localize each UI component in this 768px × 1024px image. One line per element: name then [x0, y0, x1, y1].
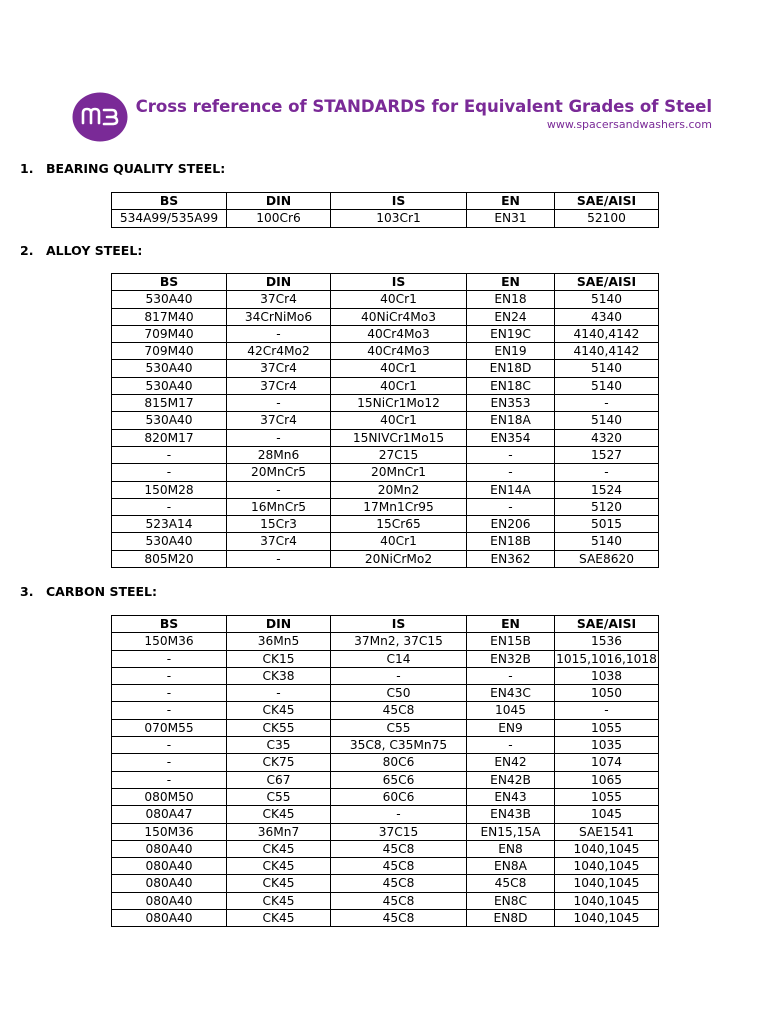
table-cell: 080A47 — [112, 806, 227, 823]
table-cell: 1035 — [555, 737, 659, 754]
table-cell: 45C8 — [331, 702, 467, 719]
page-title: Cross reference of STANDARDS for Equivalent Grades of Steel — [135, 97, 712, 116]
section-number: 2. — [20, 243, 34, 258]
table-cell: CK45 — [227, 910, 331, 927]
section-heading-carbon — [20, 584, 157, 599]
column-header: IS — [331, 616, 467, 633]
table-cell: 709M40 — [112, 325, 227, 342]
column-header: BS — [112, 274, 227, 291]
table-cell: 37Mn2, 37C15 — [331, 633, 467, 650]
table-cell: 37Cr4 — [227, 291, 331, 308]
column-header: DIN — [227, 193, 331, 210]
table-cell: - — [555, 702, 659, 719]
table-cell: 150M28 — [112, 481, 227, 498]
table-cell: - — [331, 806, 467, 823]
column-header: EN — [467, 193, 555, 210]
table-cell: CK45 — [227, 840, 331, 857]
table-row — [112, 429, 659, 446]
table-cell: EN31 — [467, 210, 555, 227]
table-cell: 20NiCrMo2 — [331, 550, 467, 567]
table-cell: EN9 — [467, 719, 555, 736]
table-cell: 1045 — [555, 806, 659, 823]
table-cell: 15Cr65 — [331, 516, 467, 533]
table-cell: C55 — [331, 719, 467, 736]
table-cell: 1040,1045 — [555, 892, 659, 909]
table-cell: EN18D — [467, 360, 555, 377]
table-cell: 530A40 — [112, 412, 227, 429]
table-cell: 40Cr4Mo3 — [331, 325, 467, 342]
table-cell: 45C8 — [331, 840, 467, 857]
table-row — [112, 892, 659, 909]
table-row — [112, 771, 659, 788]
table-row — [112, 481, 659, 498]
table-cell: 37Cr4 — [227, 360, 331, 377]
table-cell: - — [227, 481, 331, 498]
section-title: CARBON STEEL: — [46, 584, 158, 599]
table-cell: EN15B — [467, 633, 555, 650]
table-cell: CK55 — [227, 719, 331, 736]
table-row — [112, 650, 659, 667]
table-cell: - — [112, 737, 227, 754]
table-row — [112, 702, 659, 719]
table-cell: 1040,1045 — [555, 840, 659, 857]
table-cell: 36Mn5 — [227, 633, 331, 650]
table-row — [112, 685, 659, 702]
table-cell: 1040,1045 — [555, 875, 659, 892]
table-cell: 805M20 — [112, 550, 227, 567]
table-cell: 1055 — [555, 788, 659, 805]
table-cell: 709M40 — [112, 343, 227, 360]
table-row — [112, 737, 659, 754]
table-row — [112, 291, 659, 308]
table-cell: CK45 — [227, 858, 331, 875]
table-cell: 080M50 — [112, 788, 227, 805]
table-row — [112, 667, 659, 684]
table-cell: 5140 — [555, 291, 659, 308]
table-cell: 100Cr6 — [227, 210, 331, 227]
table-cell: C50 — [331, 685, 467, 702]
table-cell: 80C6 — [331, 754, 467, 771]
column-header: IS — [331, 193, 467, 210]
section-title: ALLOY STEEL: — [46, 243, 143, 258]
table-row — [112, 377, 659, 394]
table-cell: 45C8 — [331, 875, 467, 892]
table-cell: 815M17 — [112, 395, 227, 412]
table-cell: 1040,1045 — [555, 858, 659, 875]
table-cell: 34CrNiMo6 — [227, 308, 331, 325]
table-cell: 080A40 — [112, 892, 227, 909]
table-cell: 40Cr1 — [331, 377, 467, 394]
table-cell: - — [467, 464, 555, 481]
table-cell: CK15 — [227, 650, 331, 667]
table-cell: EN8C — [467, 892, 555, 909]
table-cell: C14 — [331, 650, 467, 667]
table-cell: EN42B — [467, 771, 555, 788]
table-cell: 52100 — [555, 210, 659, 227]
table-cell: 65C6 — [331, 771, 467, 788]
table-cell: - — [331, 667, 467, 684]
table-cell: 5140 — [555, 533, 659, 550]
table-cell: EN15,15A — [467, 823, 555, 840]
table-cell: 37Cr4 — [227, 533, 331, 550]
table-cell: - — [112, 650, 227, 667]
table-cell: 4320 — [555, 429, 659, 446]
page-header — [0, 0, 768, 150]
table-cell: 42Cr4Mo2 — [227, 343, 331, 360]
table-row — [112, 754, 659, 771]
table-cell: 35C8, C35Mn75 — [331, 737, 467, 754]
table-header-row — [112, 193, 659, 210]
table-cell: EN43C — [467, 685, 555, 702]
table-cell: CK38 — [227, 667, 331, 684]
table-cell: CK45 — [227, 806, 331, 823]
table-cell: 150M36 — [112, 633, 227, 650]
table-cell: 20MnCr1 — [331, 464, 467, 481]
table-cell: EN19 — [467, 343, 555, 360]
section-title: BEARING QUALITY STEEL: — [46, 161, 226, 176]
table-cell: - — [467, 667, 555, 684]
table-cell: - — [112, 685, 227, 702]
table-cell: 523A14 — [112, 516, 227, 533]
table-cell: 080A40 — [112, 875, 227, 892]
table-cell: 080A40 — [112, 858, 227, 875]
table-cell: - — [112, 464, 227, 481]
table-cell: EN14A — [467, 481, 555, 498]
table-cell: 40Cr1 — [331, 533, 467, 550]
table-cell: 40Cr1 — [331, 291, 467, 308]
table-cell: - — [467, 446, 555, 463]
table-cell: EN43 — [467, 788, 555, 805]
section-heading-bearing — [20, 161, 225, 176]
table-row — [112, 550, 659, 567]
column-header: EN — [467, 274, 555, 291]
table-row — [112, 308, 659, 325]
section-number: 3. — [20, 584, 34, 599]
table-cell: - — [112, 754, 227, 771]
table-cell: 1038 — [555, 667, 659, 684]
table-row — [112, 875, 659, 892]
table-cell: EN8D — [467, 910, 555, 927]
table-row — [112, 823, 659, 840]
m3-logo-icon — [71, 91, 129, 143]
table-row — [112, 806, 659, 823]
table-cell: 080A40 — [112, 840, 227, 857]
table-cell: 4140,4142 — [555, 325, 659, 342]
column-header: DIN — [227, 274, 331, 291]
table-cell: EN206 — [467, 516, 555, 533]
table-cell: EN18 — [467, 291, 555, 308]
table-cell: EN354 — [467, 429, 555, 446]
table-cell: 17Mn1Cr95 — [331, 498, 467, 515]
bearing-steel-table — [111, 192, 659, 228]
table-cell: EN42 — [467, 754, 555, 771]
table-cell: 16MnCr5 — [227, 498, 331, 515]
table-cell: EN353 — [467, 395, 555, 412]
table-cell: 1050 — [555, 685, 659, 702]
table-row — [112, 498, 659, 515]
table-cell: - — [467, 737, 555, 754]
table-cell: EN18A — [467, 412, 555, 429]
table-cell: 817M40 — [112, 308, 227, 325]
table-cell: EN18B — [467, 533, 555, 550]
table-cell: 37Cr4 — [227, 377, 331, 394]
table-cell: 1524 — [555, 481, 659, 498]
table-cell: 15Cr3 — [227, 516, 331, 533]
table-cell: 1055 — [555, 719, 659, 736]
table-row — [112, 464, 659, 481]
table-cell: - — [227, 395, 331, 412]
table-cell: 820M17 — [112, 429, 227, 446]
table-row — [112, 516, 659, 533]
table-cell: 45C8 — [467, 875, 555, 892]
table-row — [112, 412, 659, 429]
table-cell: 530A40 — [112, 291, 227, 308]
table-cell: CK45 — [227, 875, 331, 892]
column-header: BS — [112, 193, 227, 210]
table-cell: EN43B — [467, 806, 555, 823]
table-cell: 530A40 — [112, 533, 227, 550]
table-cell: - — [112, 771, 227, 788]
table-row — [112, 446, 659, 463]
table-cell: SAE8620 — [555, 550, 659, 567]
table-cell: EN362 — [467, 550, 555, 567]
table-cell: 1536 — [555, 633, 659, 650]
table-cell: 15NiCr1Mo12 — [331, 395, 467, 412]
table-cell: - — [555, 395, 659, 412]
table-cell: 40NiCr4Mo3 — [331, 308, 467, 325]
table-cell: 534A99/535A99 — [112, 210, 227, 227]
table-cell: - — [112, 702, 227, 719]
column-header: BS — [112, 616, 227, 633]
table-cell: 37Cr4 — [227, 412, 331, 429]
table-cell: 45C8 — [331, 910, 467, 927]
table-cell: 40Cr1 — [331, 360, 467, 377]
column-header: EN — [467, 616, 555, 633]
table-cell: 37C15 — [331, 823, 467, 840]
table-cell: - — [227, 685, 331, 702]
table-cell: EN19C — [467, 325, 555, 342]
table-row — [112, 633, 659, 650]
table-cell: - — [227, 429, 331, 446]
table-cell: EN24 — [467, 308, 555, 325]
table-cell: 36Mn7 — [227, 823, 331, 840]
table-cell: 5140 — [555, 412, 659, 429]
table-cell: 45C8 — [331, 892, 467, 909]
carbon-steel-table — [111, 615, 659, 927]
table-cell: 5015 — [555, 516, 659, 533]
table-cell: EN8 — [467, 840, 555, 857]
table-cell: 1074 — [555, 754, 659, 771]
table-cell: - — [227, 325, 331, 342]
table-row — [112, 858, 659, 875]
table-cell: 40Cr4Mo3 — [331, 343, 467, 360]
table-cell: 070M55 — [112, 719, 227, 736]
column-header: SAE/AISI — [555, 274, 659, 291]
table-cell: 530A40 — [112, 360, 227, 377]
table-cell: 27C15 — [331, 446, 467, 463]
table-cell: 20Mn2 — [331, 481, 467, 498]
table-cell: CK45 — [227, 702, 331, 719]
table-cell: - — [112, 446, 227, 463]
table-cell: 28Mn6 — [227, 446, 331, 463]
table-cell: 5140 — [555, 377, 659, 394]
table-cell: 5120 — [555, 498, 659, 515]
table-cell: 1045 — [467, 702, 555, 719]
table-cell: SAE1541 — [555, 823, 659, 840]
table-cell: - — [112, 667, 227, 684]
table-cell: EN8A — [467, 858, 555, 875]
table-cell: EN18C — [467, 377, 555, 394]
table-row — [112, 210, 659, 227]
table-row — [112, 395, 659, 412]
section-heading-alloy — [20, 243, 142, 258]
table-cell: CK75 — [227, 754, 331, 771]
section-number: 1. — [20, 161, 34, 176]
table-row — [112, 788, 659, 805]
table-header-row — [112, 616, 659, 633]
table-cell: 15NIVCr1Mo15 — [331, 429, 467, 446]
table-cell: 45C8 — [331, 858, 467, 875]
table-row — [112, 840, 659, 857]
table-cell: 530A40 — [112, 377, 227, 394]
table-cell: 1065 — [555, 771, 659, 788]
table-cell: 60C6 — [331, 788, 467, 805]
column-header: SAE/AISI — [555, 616, 659, 633]
table-cell: 20MnCr5 — [227, 464, 331, 481]
table-cell: - — [227, 550, 331, 567]
table-cell: - — [112, 498, 227, 515]
table-cell: CK45 — [227, 892, 331, 909]
table-row — [112, 533, 659, 550]
table-cell: - — [555, 464, 659, 481]
table-row — [112, 343, 659, 360]
column-header: DIN — [227, 616, 331, 633]
table-header-row — [112, 274, 659, 291]
column-header: SAE/AISI — [555, 193, 659, 210]
table-cell: 080A40 — [112, 910, 227, 927]
table-row — [112, 719, 659, 736]
table-cell: 40Cr1 — [331, 412, 467, 429]
table-cell: C35 — [227, 737, 331, 754]
table-cell: C55 — [227, 788, 331, 805]
website-url: www.spacersandwashers.com — [546, 118, 712, 131]
table-cell: 1527 — [555, 446, 659, 463]
table-cell: - — [467, 498, 555, 515]
table-cell: EN32B — [467, 650, 555, 667]
alloy-steel-table — [111, 273, 659, 568]
table-cell: 4140,4142 — [555, 343, 659, 360]
table-row — [112, 910, 659, 927]
table-cell: 103Cr1 — [331, 210, 467, 227]
table-cell: 1040,1045 — [555, 910, 659, 927]
table-cell: 1015,1016,1018 — [556, 651, 657, 666]
table-row — [112, 360, 659, 377]
table-cell: 4340 — [555, 308, 659, 325]
table-cell: 150M36 — [112, 823, 227, 840]
table-cell: 5140 — [555, 360, 659, 377]
table-row — [112, 325, 659, 342]
table-cell: C67 — [227, 771, 331, 788]
column-header: IS — [331, 274, 467, 291]
